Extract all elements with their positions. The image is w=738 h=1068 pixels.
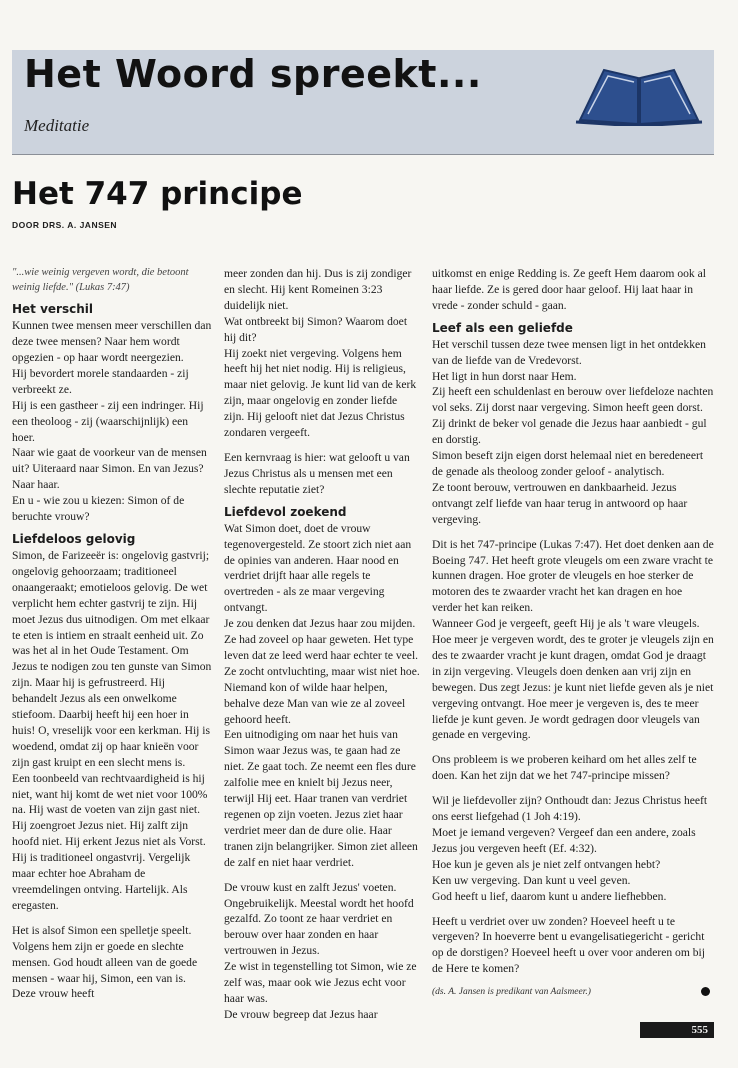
- paragraph: uitkomst en enige Redding is. Ze geeft Hem daarom ook al haar liefde. Ze is gered door haar geloof. Hij laat haar in vrede - zonder schuld - gaan.: [432, 267, 706, 312]
- paragraph: Het verschil tussen deze twee mensen ligt in het ontdekken van de liefde van de Vredevorst.: [432, 337, 706, 367]
- paragraph: Simon, de Farizeeër is: ongelovig gastvrij; ongelovig gehoorzaam; traditioneel onaangeraakt; emotieloos gelovig. De wet verplicht hem echter gastvrij te zijn. Hij moet Jezus dus uitnodigen. Om met elkaar te eten is intiem en straalt eenheid uit. Zo was het al in het Oude Testament. Om Jezus te nodigen zou ten gunste van Simon zijn. Maar hij is gefrustreerd. Hij behandelt Jezus als een onwelkome stiefoom. Daarbij heeft hij een hoer in huis! O, vreselijk voor een kerkman. Hij is woedend, omdat zij op haar knieën voor zijn gast kruipt en een slecht mens is.: [12, 548, 212, 769]
- article-title: Het 747 principe: [12, 176, 303, 212]
- paragraph: Kunnen twee mensen meer verschillen dan deze twee mensen? Naar hem wordt opgezien - op haar wordt neergezien.: [12, 319, 212, 364]
- open-book-icon: [574, 64, 704, 126]
- section-subtitle: Meditatie: [24, 116, 90, 135]
- paragraph: Wanneer God je vergeeft, geeft Hij je als 't ware vleugels. Hoe meer je vergeven wordt, des te groter je vleugels zijn en des te zwaarder vracht je kunt dragen, omdat God je draagt in zijn vergeving. Vleugels doen denken aan vrij zijn en bewegen. Dus zegt Jezus: je kunt niet liefde geven als je niet vergeving ontvangt. Hoe meer je vergeven is, des te meer liefde je kunt geven. Je wordt gedragen door vleugels van genade en vergeving.: [432, 617, 714, 742]
- paragraph: Naar wie gaat de voorkeur van de mensen uit? Uiteraard naar Simon. En van Jezus? Naar haar.: [12, 446, 207, 492]
- paragraph: Een toonbeeld van rechtvaardigheid is hij niet, want hij komt de wet niet voor 100% na. Hij wast de voeten van zijn gast niet. Hij zoengroet Jezus niet. Hij zalft zijn hoofd niet. Hij erkent Jezus niet als Vorst. Hij is traditioneel ongastvrij. Vergelijk maar echter hoe Abraham de vreemdelingen ontving. Hartelijk. Als eregasten.: [12, 771, 208, 912]
- author-note: [432, 985, 714, 1001]
- paragraph: Hoe kun je geven als je niet zelf ontvangen hebt?: [432, 857, 661, 871]
- page-number: 555: [691, 1024, 708, 1036]
- paragraph: De vrouw kust en zalft Jezus' voeten. Ongebruikelijk. Meestal wordt het hoofd gezalfd. Zo toont ze haar verdriet en berouw over haar zonden en haar vertrouwen in Jezus.: [224, 880, 414, 958]
- heading-leef-als-een-geliefde: Leef als een geliefde: [432, 320, 573, 335]
- bible-quote: "...wie weinig vergeven wordt, die betoont weinig liefde." (Lukas 7:47): [12, 267, 189, 293]
- paragraph: Zij heeft een schuldenlast en berouw over liefdeloze nachten vol seks. Zij dorst naar vergeving. Simon heeft geen dorst. Zij drinkt de beker vol genade die Jezus haar aanbiedt - gul en dorstig.: [432, 385, 714, 447]
- paragraph: Wil je liefdevoller zijn? Onthoudt dan: Jezus Christus heeft ons eerst liefgehad (1 Joh 4:19).: [432, 794, 708, 824]
- column-1: [12, 266, 212, 1002]
- paragraph: Ze toont berouw, vertrouwen en dankbaarheid. Jezus ontvangt zelf liefde van haar terug in antwoord op haar vergeving.: [432, 480, 688, 526]
- paragraph: Ze wist in tegenstelling tot Simon, wie ze zelf was, maar ook wie Jezus echt voor haar was.: [224, 960, 417, 1005]
- paragraph: Het is alsof Simon een spelletje speelt. Volgens hem zijn er goede en slechte mensen. God houdt alleen van de goede mensen - waar hij, Simon, een van is. Deze vrouw heeft: [12, 923, 198, 1001]
- paragraph: Wat ontbreekt bij Simon? Waarom doet hij dit?: [224, 314, 408, 344]
- paragraph: Simon beseft zijn eigen dorst helemaal niet en beredeneert de genade als theoloog zonder geloof - analytisch.: [432, 449, 704, 478]
- byline: DOOR DRS. A. JANSEN: [12, 220, 118, 230]
- paragraph: Dit is het 747-principe (Lukas 7:47). Het doet denken aan de Boeing 747. Het heeft grote vleugels om een zware vracht te kunnen dragen. Hoe groter de vleugels en hoe sterker de motoren des te zwaarder vracht het kan dragen en hoe verder het kan reiken.: [432, 537, 714, 615]
- paragraph: Een kernvraag is hier: wat gelooft u van Jezus Christus als u mensen met een slechte reputatie ziet?: [224, 450, 410, 496]
- paragraph: Hij is een gastheer - zij een indringer. Hij een theoloog - zij (waarschijnlijk) een hoer.: [12, 398, 204, 444]
- paragraph: Hij bevordert morele standaarden - zij verbreekt ze.: [12, 366, 189, 396]
- paragraph: Moet je iemand vergeven? Vergeef dan een andere, zoals Jezus jou vergeven heeft (Ef. 4:32).: [432, 826, 696, 855]
- paragraph: Ons probleem is we proberen keihard om het alles zelf te doen. Kan het zijn dat we het 747-principe missen?: [432, 753, 697, 783]
- paragraph: God heeft u lief, daarom kunt u andere liefhebben.: [432, 889, 667, 903]
- column-2: [224, 266, 420, 1023]
- heading-liefdeloos-gelovig: Liefdeloos gelovig: [12, 531, 136, 546]
- paragraph: Ken uw vergeving. Dan kunt u veel geven.: [432, 873, 631, 887]
- column-3: [432, 266, 714, 1001]
- paragraph: Je zou denken dat Jezus haar zou mijden. Ze had zoveel op haar geweten. Het type leven dat ze leed werd haar echter te veel. Ze zocht ontvluchting, maar wist niet hoe. Niemand kon of wilde haar helpen, behalve deze Man van wie ze al zoveel gehoord heeft.: [224, 617, 420, 726]
- heading-het-verschil: Het verschil: [12, 302, 93, 317]
- paragraph: Het ligt in hun dorst naar Hem.: [432, 369, 577, 383]
- author-note-text: (ds. A. Jansen is predikant van Aalsmeer.): [432, 987, 591, 998]
- paragraph: En u - wie zou u kiezen: Simon of de beruchte vrouw?: [12, 494, 185, 524]
- end-bullet-icon: [701, 987, 710, 996]
- paragraph: Hij zoekt niet vergeving. Volgens hem heeft hij het niet nodig. Hij is religieus, maar niet gelovig. Je kunt lid van de kerk zijn, maar ongelovig en zonder liefde zijn. Hij gelooft niet dat Jezus Christus zondaren vergeeft.: [224, 346, 417, 440]
- paragraph: meer zonden dan hij. Dus is zij zondiger en slecht. Hij kent Romeinen 3:23 duidelijk niet.: [224, 267, 412, 312]
- header-band: [12, 50, 714, 155]
- paragraph: Een uitnodiging om naar het huis van Simon waar Jezus was, te gaan had ze niet. Ze gaat toch. Ze neemt een fles dure zalfolie mee en knielt bij Jezus neer, terwijl Hij eet. Haar tranen van verdriet regenen op zijn voeten. Jezus ziet haar verdriet meer dan de dure olie. Haar tranen zijn belangrijker. Simon ziet alleen de zalf en niet haar verdriet.: [224, 728, 418, 869]
- page-number-bar: [640, 1022, 714, 1038]
- paragraph: Heeft u verdriet over uw zonden? Hoeveel heeft u te vergeven? In hoeverre bent u evangelisatiegericht - gericht op de dorstigen? Hoeveel heeft u over voor anderen om bij de Here te komen?: [432, 914, 706, 976]
- paragraph: Wat Simon doet, doet de vrouw tegenovergesteld. Ze stoort zich niet aan de opinies van anderen. Haar nood en verdriet drijft haar alle regels te overtreden - als ze maar vergeving ontvangt.: [224, 521, 412, 615]
- section-title: Het Woord spreekt...: [24, 52, 482, 96]
- paragraph: De vrouw begreep dat Jezus haar: [224, 1007, 378, 1021]
- heading-liefdevol-zoekend: Liefdevol zoekend: [224, 504, 347, 519]
